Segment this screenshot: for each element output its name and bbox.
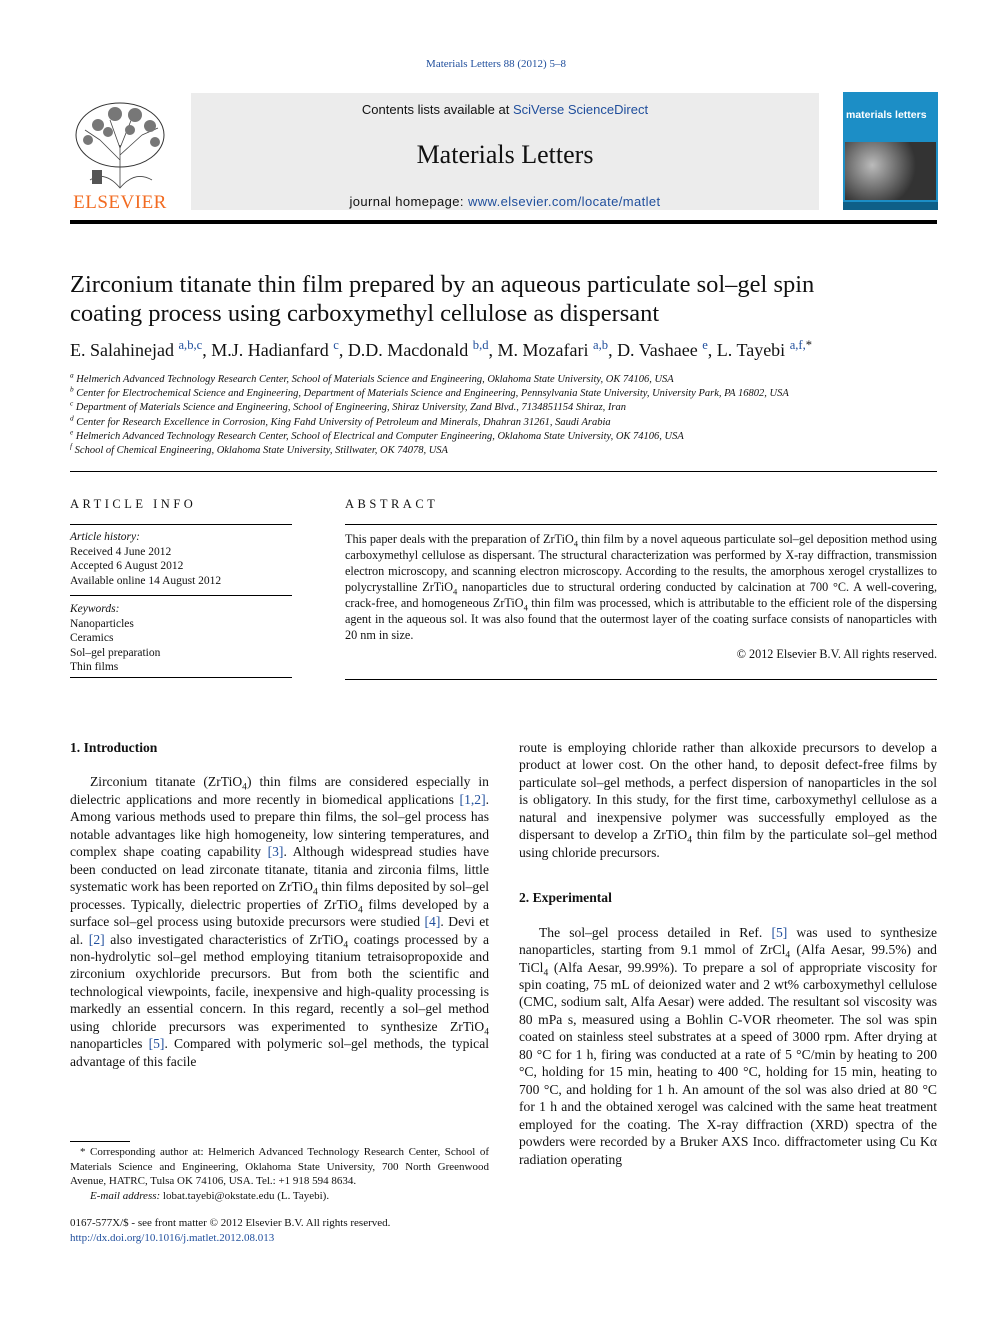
cover-image bbox=[845, 142, 936, 200]
homepage-line bbox=[191, 194, 819, 209]
header-rule bbox=[70, 220, 937, 224]
journal-cover bbox=[843, 92, 938, 210]
author-affil-ref[interactable]: c bbox=[333, 338, 339, 352]
article-title bbox=[70, 270, 938, 328]
cover-bar bbox=[843, 202, 938, 210]
affil-key: f bbox=[70, 441, 73, 451]
article-info bbox=[70, 530, 292, 675]
received-date: Received 4 June 2012 bbox=[70, 545, 172, 558]
author bbox=[617, 340, 717, 360]
affiliation bbox=[70, 441, 938, 458]
author bbox=[211, 340, 348, 360]
affil-text: Center for Electrochemical Science and Engineering, Department of Materials Science and Engineering, Pennsylvania State University, University Park, PA 16802, USA bbox=[76, 388, 789, 400]
sciencedirect-link[interactable]: SciVerse ScienceDirect bbox=[512, 102, 649, 117]
abstract-heading: ABSTRACT bbox=[345, 497, 439, 511]
author-name[interactable]: D.D. Macdonald bbox=[347, 340, 469, 360]
elsevier-logo bbox=[70, 100, 170, 212]
author-separator: , bbox=[707, 340, 717, 360]
homepage-prefix: journal homepage: bbox=[349, 194, 468, 209]
affil-key: e bbox=[70, 427, 74, 437]
author-separator: , bbox=[488, 340, 498, 360]
keyword: Thin films bbox=[70, 661, 119, 673]
author-separator: , bbox=[202, 340, 212, 360]
email-label: E-mail address: bbox=[90, 1189, 161, 1202]
author bbox=[348, 340, 498, 360]
affiliation bbox=[70, 427, 938, 444]
author-affil-ref[interactable]: a,b bbox=[593, 338, 609, 352]
section-heading-experimental: 2. Experimental bbox=[519, 890, 612, 906]
left-column bbox=[70, 739, 489, 1070]
abstract-rule-bottom bbox=[345, 679, 937, 680]
corr-text: Helmerich Advanced Technology Research Center, School of Materials Science and Engineering, Oklahoma State University, 700 North Greenwood Avenue, HATRC, Tulsa OK 74106, USA. Tel.: +1 918 594 8634. bbox=[70, 1146, 490, 1187]
affil-text: Helmerich Advanced Technology Research Center, School of Materials Science and Engineering, Oklahoma State University, OK 74106, USA bbox=[76, 374, 674, 385]
affil-text: School of Chemical Engineering, Oklahoma State University, Stillwater, OK 74078, USA bbox=[74, 445, 448, 457]
publisher-name: ELSEVIER bbox=[73, 192, 167, 213]
author bbox=[717, 340, 812, 360]
abstract-text: This paper deals with the preparation of ZrTiO$_4$ thin film by a novel aqueous particulate sol–gel deposition method using carboxymethyl cellulose as dispersant. The structural characterization was performed by X-ray diffraction, transmission electron microscopy, and scanning electron microscopy. According to the results, the amorphous xerogel crystallizes to polycrystalline ZrTiO$_4$ nanoparticles due to structural ordering conducted by calcination at 700 °C. A well-covering, crack-free, and homogeneous ZrTiO$_4$ thin film was processed, which is attributable to the efficient role of the dispersing agent in the aqueous sol. It was also found that the outermost layer of the coating surface consists of nanoparticles with 20 nm in size. © 2012 Elsevier B.V. All rights reserved. bbox=[345, 532, 938, 661]
author-name[interactable]: M.J. Hadianfard bbox=[211, 340, 329, 360]
affiliation bbox=[70, 370, 938, 387]
affiliation-list bbox=[70, 370, 938, 458]
info-divider bbox=[70, 595, 292, 596]
author-list bbox=[70, 340, 938, 361]
right-column bbox=[519, 739, 937, 1168]
keyword: Nanoparticles bbox=[70, 617, 134, 630]
author bbox=[498, 340, 618, 360]
keyword: Ceramics bbox=[70, 632, 114, 644]
corresponding-footnote: * Corresponding author at: Helmerich Advanced Technology Research Center, School of Materials Science and Engineering, Oklahoma State University, 700 North Greenwood Avenue, HATRC, Tulsa OK 74106, USA. Tel.: +1 918 594 8634. E-mail address: lobat.tayebi@okstate.edu (L. Tayebi). bbox=[70, 1146, 490, 1202]
author-separator: , bbox=[338, 340, 348, 360]
author-affil-ref[interactable]: a,b,c bbox=[178, 338, 203, 352]
intro-paragraph: Zirconium titanate (ZrTiO$_4$) thin films are considered especially in dielectric applications and more recently in biomedical applications [1,2]. Among various methods used to prepare thin films, the sol–gel process has notable advantages like high homogeneity, low sintering temperatures, and complex shape coating capability [3]. Although widespread studies have been conducted on lead zirconate titanate, titania and zirconia films, little systematic work has been reported on ZrTiO$_4$ thin films deposited by sol–gel processes. Typically, dielectric properties of ZrTiO$_4$ films developed by a surface sol–gel process using butoxide precursors were studied [4]. Devi et al. [2] also investigated characteristics of ZrTiO$_4$ coatings processed by a non-hydrolytic sol–gel method employing titanium tetraisopropoxide and zirconium oxychloride precursors. But from both the scientific and technological viewpoints, facile, inexpensive and high-quality processing is markedly an essential concern. In this regard, recently a sol–gel method using chloride precursors was experimented to synthesize ZrTiO$_4$ nanoparticles [5]. Compared with polymeric sol–gel methods, the typical advantage of this facile bbox=[70, 774, 490, 1069]
article-info-heading: ARTICLE INFO bbox=[70, 497, 197, 511]
issn-line: 0167-577X/$ - see front matter © 2012 Elsevier B.V. All rights reserved. bbox=[70, 1217, 391, 1229]
author-affil-ref[interactable]: b,d bbox=[472, 338, 489, 352]
affil-text: Helmerich Advanced Technology Research Center, School of Electrical and Computer Engineering, Oklahoma State University, OK 74106, USA bbox=[75, 430, 684, 442]
affil-text: Center for Research Excellence in Corrosion, King Fahd University of Petroleum and Minerals, Dhahran 31261, Saudi Arabia bbox=[76, 416, 611, 428]
homepage-link[interactable]: www.elsevier.com/locate/matlet bbox=[467, 194, 661, 209]
contents-prefix: Contents lists available at bbox=[361, 102, 513, 117]
author-separator: , bbox=[608, 340, 618, 360]
keyword: Sol–gel preparation bbox=[70, 646, 161, 659]
affil-key: c bbox=[70, 398, 74, 408]
accepted-date: Accepted 6 August 2012 bbox=[70, 560, 184, 572]
title-line-1: Zirconium titanate thin film prepared by an aqueous particulate sol–gel spin bbox=[70, 271, 815, 298]
affiliation bbox=[70, 398, 938, 415]
bottom-matter bbox=[70, 1216, 500, 1245]
citation-link[interactable]: [2] bbox=[88, 931, 105, 947]
doi-link[interactable]: http://dx.doi.org/10.1016/j.matlet.2012.08.013 bbox=[70, 1231, 275, 1244]
history-label: Article history: bbox=[70, 531, 140, 543]
affil-key: b bbox=[70, 384, 74, 394]
citation-link[interactable]: [4] bbox=[424, 914, 441, 930]
online-date: Available online 14 August 2012 bbox=[70, 574, 222, 587]
corr-label: Corresponding author at: bbox=[90, 1146, 204, 1158]
author-name[interactable]: M. Mozafari bbox=[497, 340, 589, 360]
section-heading-intro: 1. Introduction bbox=[70, 740, 158, 755]
author bbox=[70, 340, 211, 360]
affil-key: a bbox=[70, 370, 74, 380]
affil-key: d bbox=[70, 413, 74, 423]
contents-line bbox=[191, 102, 819, 117]
intro-paragraph-continued: route is employing chloride rather than alkoxide precursors to develop a product at lower cost. On the other hand, to deposit defect-free films by particulate sol–gel methods, a perfect dispersion of nanoparticles in the sol is obligatory. In this study, for the first time, carboxymethyl cellulose as a natural and inexpensive polymer was successfully employed as the dispersant to develop a ZrTiO$_4$ thin film by the particulate sol–gel method using chloride precursors. bbox=[519, 740, 937, 860]
author-name[interactable]: D. Vashaee bbox=[617, 340, 698, 360]
journal-citation[interactable]: Materials Letters 88 (2012) 5–8 bbox=[426, 58, 566, 70]
author-affil-ref[interactable]: e bbox=[702, 338, 708, 352]
cover-title: materials letters bbox=[846, 109, 927, 121]
footnote-rule bbox=[70, 1141, 130, 1142]
journal-masthead bbox=[191, 93, 819, 210]
affil-rule bbox=[70, 471, 937, 472]
author-name[interactable]: L. Tayebi bbox=[716, 340, 786, 360]
author-affil-ref[interactable]: a,f, bbox=[789, 338, 806, 352]
keywords-label: Keywords: bbox=[70, 603, 120, 615]
title-line-2: coating process using carboxymethyl cellulose as dispersant bbox=[70, 300, 660, 327]
email-text[interactable]: lobat.tayebi@okstate.edu (L. Tayebi). bbox=[160, 1189, 330, 1202]
info-rule-top bbox=[70, 524, 292, 525]
tree-icon bbox=[70, 100, 170, 192]
experimental-paragraph: The sol–gel process detailed in Ref. [5] was used to synthesize nanoparticles, starting from 9.1 mmol of ZrCl$_4$ (Alfa Aesar, 99.5%) and TiCl$_4$ (Alfa Aesar, 99.99%). To prepare a sol of appropriate viscosity for spin coating, 75 mL of deionized water and 2 wt% carboxymethyl cellulose (CMC, sodium salt, Alfa Aesar) were added. The resultant sol viscosity was 80 mPa s, measured using a Bohlin C-VOR rheometer. The sol was spin coated on stainless steel substrates at a speed of 3000 rpm. After drying at 80 °C for 1 h, firing was conducted at a rate of 5 °C/min by heating to 200 °C, holding for 15 min, heating to 400 °C, holding for 15 min, heating to 700 °C, and holding for 1 h. An amount of the sol was also dried at 80 °C for 1 h and the obtained xerogel was calcined with the same heat treatment employed for the coating. The X-ray diffraction (XRD) spectra of the powders were recorded by a Bruker AXS Inco. diffractometer using Cu Kα radiation operating bbox=[519, 924, 938, 1167]
affiliation bbox=[70, 413, 938, 430]
citation-link[interactable]: [5] bbox=[148, 1036, 165, 1052]
abstract-rule-top bbox=[345, 524, 937, 525]
citation-link[interactable]: [5] bbox=[771, 924, 788, 940]
citation-link[interactable]: [1,2] bbox=[459, 791, 486, 807]
author-name[interactable]: E. Salahinejad bbox=[70, 340, 174, 360]
journal-title: Materials Letters bbox=[416, 140, 594, 169]
corresponding-asterisk[interactable]: * bbox=[805, 338, 813, 352]
copyright-line: © 2012 Elsevier B.V. All rights reserved. bbox=[736, 647, 937, 661]
info-rule-bottom bbox=[70, 677, 292, 678]
citation-link[interactable]: [3] bbox=[267, 844, 284, 860]
affil-text: Department of Materials Science and Engineering, School of Engineering, Shiraz University, Zand Blvd., 7134851154 Shiraz, Iran bbox=[75, 402, 627, 414]
affiliation bbox=[70, 384, 938, 401]
